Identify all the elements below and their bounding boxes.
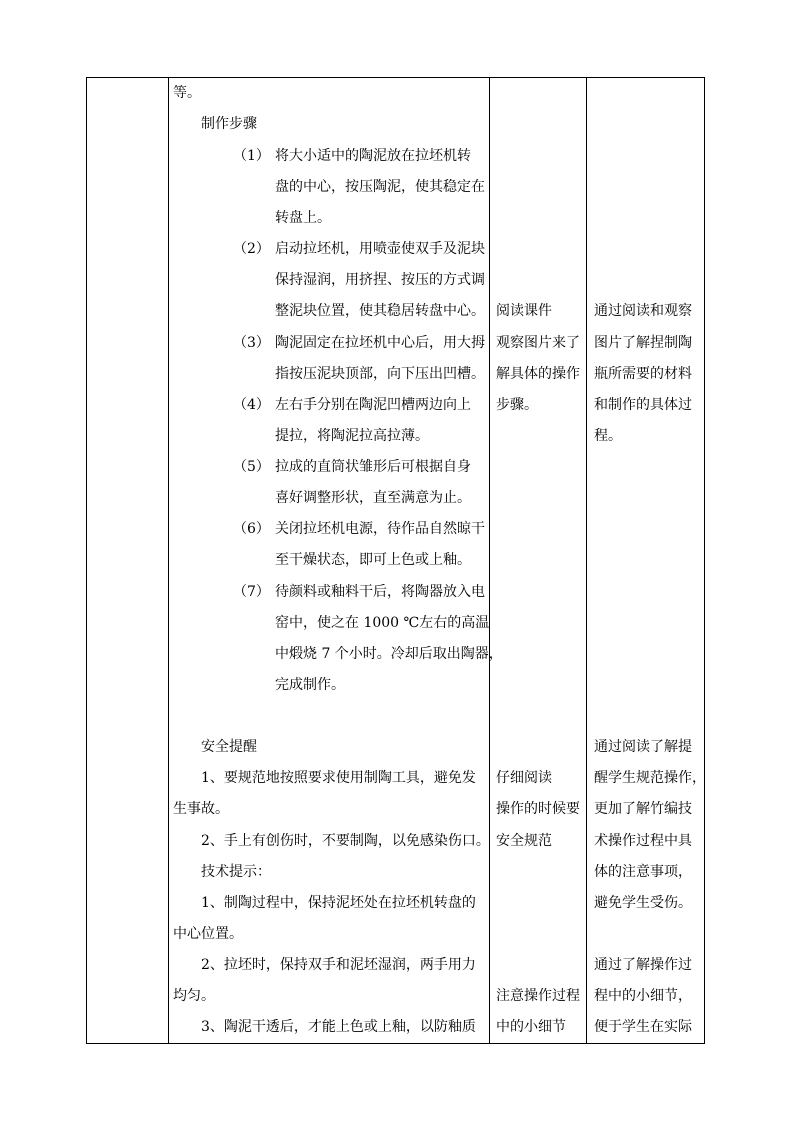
purpose-line: 避免学生受伤。	[594, 895, 692, 911]
purpose-line: 通过阅读和观察	[594, 303, 692, 319]
purpose-line: 醒学生规范操作，	[594, 770, 706, 786]
step-number: （4）	[233, 397, 270, 413]
activity-line: 仔细阅读	[496, 770, 552, 786]
step-line: 陶泥固定在拉坯机中心后，用大拇	[275, 335, 485, 351]
step-line: 拉成的直筒状雏形后可根据自身	[275, 459, 471, 475]
purpose-line: 程中的小细节，	[594, 988, 692, 1004]
step-line: 启动拉坯机，用喷壶使双手及泥块	[275, 241, 485, 257]
step-line: 中煅烧 7 个小时。冷却后取出陶器，	[275, 646, 503, 662]
step-line: 关闭拉坯机电源，待作品自然晾干	[275, 521, 485, 537]
activity-line: 解具体的操作	[496, 366, 580, 382]
step-number: （2）	[233, 241, 270, 257]
step-line: 左右手分别在陶泥凹槽两边向上	[275, 397, 471, 413]
activity-line: 中的小细节	[496, 1019, 566, 1035]
purpose-cell	[587, 78, 705, 1044]
text-line: 等。	[173, 85, 201, 101]
activity-line: 阅读课件	[496, 303, 552, 319]
purpose-line: 体的注意事项，	[594, 864, 692, 880]
safety-line: 1、要规范地按照要求使用制陶工具，避免发	[201, 770, 476, 786]
tech-line: 2、拉坯时，保持双手和泥坯湿润，两手用力	[201, 957, 476, 973]
steps-heading: 制作步骤	[201, 116, 257, 132]
tech-line: 中心位置。	[173, 926, 243, 942]
purpose-line: 和制作的具体过	[594, 397, 692, 413]
safety-line: 2、手上有创伤时，不要制陶，以免感染伤口。	[201, 833, 490, 849]
activity-line: 安全规范	[496, 833, 552, 849]
safety-line: 生事故。	[173, 801, 229, 817]
purpose-line: 程。	[594, 428, 622, 444]
table-row	[87, 78, 705, 1044]
step-line: 完成制作。	[275, 677, 345, 693]
step-number: （3）	[233, 335, 270, 351]
purpose-line: 图片了解捏制陶	[594, 335, 692, 351]
step-number: （7）	[233, 584, 270, 600]
content-cell	[169, 78, 503, 1044]
purpose-line: 更加了解竹编技	[594, 801, 692, 817]
step-line: 待颜料或釉料干后，将陶器放入电	[275, 584, 485, 600]
lesson-table	[86, 77, 705, 1044]
step-number: （6）	[233, 521, 270, 537]
step-line: 至干燥状态，即可上色或上釉。	[275, 552, 471, 568]
tech-heading: 技术提示：	[201, 864, 271, 880]
step-line: 指按压泥块顶部，向下压出凹槽。	[275, 366, 485, 382]
step-line: 转盘上。	[275, 210, 331, 226]
step-line: 保持湿润，用挤捏、按压的方式调	[275, 272, 485, 288]
purpose-line: 通过阅读了解提	[594, 739, 692, 755]
purpose-line: 通过了解操作过	[594, 957, 692, 973]
activity-line: 注意操作过程	[496, 988, 580, 1004]
step-line: 盘的中心，按压陶泥，使其稳定在	[275, 179, 485, 195]
activity-cell	[490, 78, 587, 1044]
step-line: 喜好调整形状，直至满意为止。	[275, 490, 471, 506]
activity-line: 观察图片来了	[496, 335, 580, 351]
safety-heading: 安全提醒	[201, 739, 257, 755]
step-line: 窑中，使之在 1000 ℃左右的高温	[275, 615, 490, 631]
activity-line: 步骤。	[496, 397, 538, 413]
purpose-line: 瓶所需要的材料	[594, 366, 692, 382]
activity-line: 操作的时候要	[496, 801, 580, 817]
step-line: 整泥块位置，使其稳居转盘中心。	[275, 303, 485, 319]
tech-line: 1、制陶过程中，保持泥坯处在拉坯机转盘的	[201, 895, 476, 911]
purpose-line: 便于学生在实际	[594, 1019, 692, 1035]
tech-line: 均匀。	[173, 988, 215, 1004]
purpose-line: 术操作过程中具	[594, 833, 692, 849]
empty-cell	[87, 78, 169, 1044]
step-number: （5）	[233, 459, 270, 475]
step-number: （1）	[233, 148, 270, 164]
tech-line: 3、陶泥干透后，才能上色或上釉，以防釉质	[201, 1019, 476, 1035]
step-line: 提拉，将陶泥拉高拉薄。	[275, 428, 429, 444]
step-line: 将大小适中的陶泥放在拉坯机转	[275, 148, 471, 164]
